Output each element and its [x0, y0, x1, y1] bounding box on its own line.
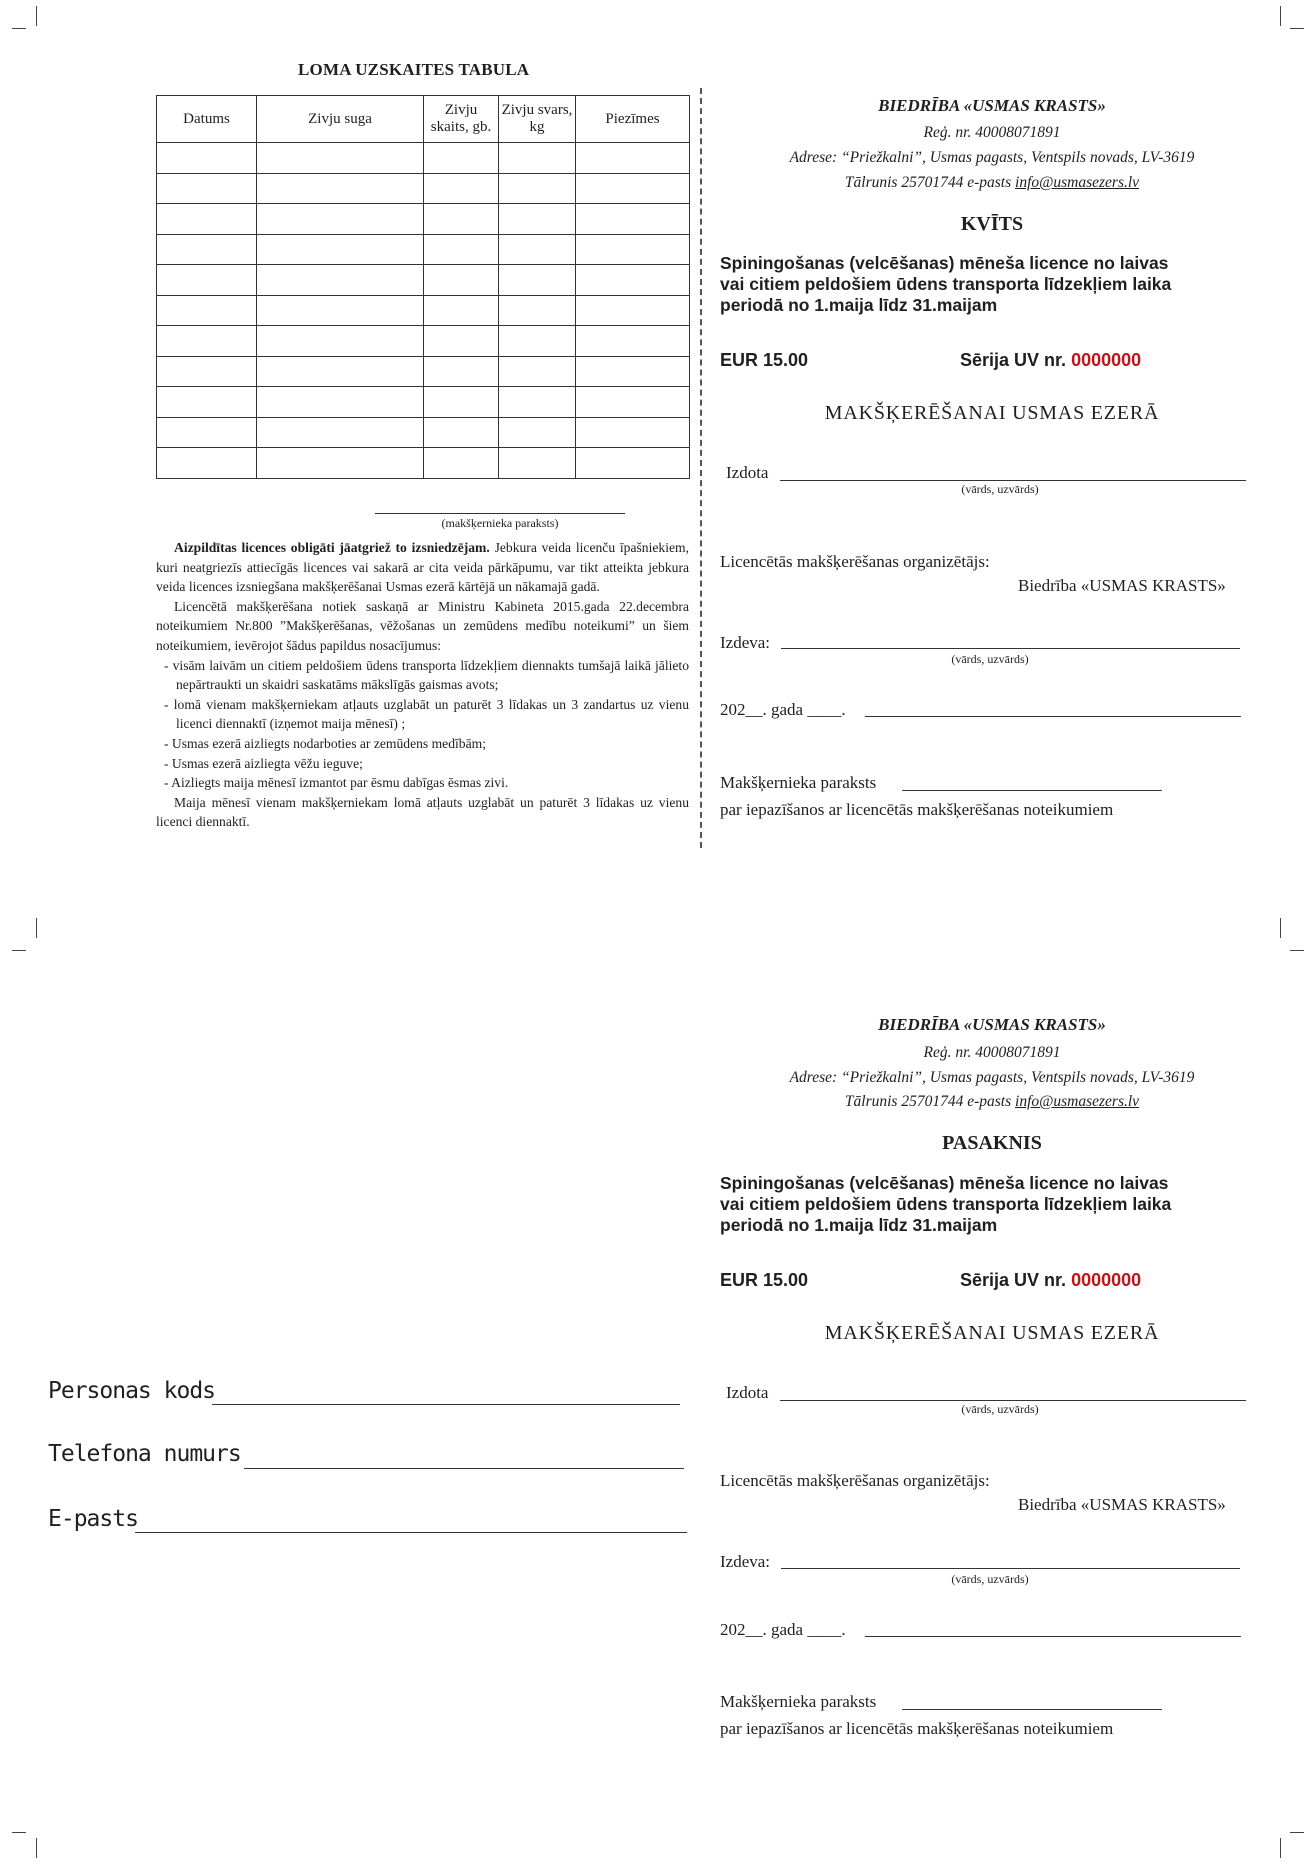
table-row	[157, 265, 690, 296]
table-cell[interactable]	[157, 326, 257, 357]
table-cell[interactable]	[424, 295, 499, 326]
table-cell[interactable]	[157, 204, 257, 235]
table-cell[interactable]	[499, 326, 576, 357]
table-row	[157, 326, 690, 357]
crop-mark	[12, 28, 26, 29]
table-row	[157, 295, 690, 326]
table-cell[interactable]	[576, 234, 690, 265]
catch-table-title: LOMA UZSKAITES TABULA	[298, 60, 530, 79]
table-cell[interactable]	[576, 356, 690, 387]
table-cell[interactable]	[576, 295, 690, 326]
table-cell[interactable]	[499, 295, 576, 326]
signature-label: Makšķernieka paraksts	[720, 1692, 877, 1711]
issued-to-label: Izdota	[726, 1383, 769, 1402]
rules-list-item: - Usmas ezerā aizliegts nodarboties ar zemūdens medībām;	[164, 735, 486, 751]
table-cell[interactable]	[257, 234, 424, 265]
table-cell[interactable]	[157, 173, 257, 204]
series-number: 0000000	[1071, 350, 1142, 370]
table-cell[interactable]	[257, 356, 424, 387]
phone-label: Telefona numurs	[48, 1441, 241, 1467]
org-reg-number: Reģ. nr. 40008071891	[923, 1044, 1061, 1061]
table-cell[interactable]	[576, 204, 690, 235]
name-caption: (vārds, uzvārds)	[951, 652, 1029, 666]
crop-mark	[1290, 950, 1304, 951]
table-cell[interactable]	[424, 173, 499, 204]
table-cell[interactable]	[424, 265, 499, 296]
column-header-weight: Zivju svars, kg	[499, 96, 576, 143]
rules-lead-text: Jebkura veida licenču īpašniekiem, kuri neatgriezīs attiecīgās licences vai sakarā ar cita veida pārkāpumu, var tikt atteikta jebkura veida licences izsniegšana makšķerēšanai Usmas ezerā kārtējā un nākamajā gadā.	[156, 540, 689, 595]
license-rules-text	[156, 538, 689, 832]
issuer-line[interactable]	[781, 648, 1240, 649]
signature-label: Makšķernieka paraksts	[720, 773, 877, 792]
table-cell[interactable]	[257, 143, 424, 174]
license-price: EUR 15.00	[720, 350, 809, 370]
column-header-species: Zivju suga	[257, 96, 424, 143]
table-cell[interactable]	[257, 448, 424, 479]
table-cell[interactable]	[257, 326, 424, 357]
signature-line[interactable]	[902, 790, 1162, 791]
table-cell[interactable]	[157, 234, 257, 265]
tear-line	[700, 88, 702, 848]
email-line[interactable]	[135, 1532, 687, 1533]
email-label: E-pasts	[48, 1506, 138, 1532]
angler-signature-line[interactable]	[375, 513, 625, 514]
crop-mark	[1280, 6, 1281, 26]
table-row	[157, 234, 690, 265]
date-line[interactable]	[865, 716, 1241, 717]
table-header-row	[157, 96, 690, 143]
table-cell[interactable]	[499, 417, 576, 448]
table-cell[interactable]	[257, 173, 424, 204]
issued-to-line[interactable]	[780, 480, 1246, 481]
table-row	[157, 356, 690, 387]
crop-mark	[12, 1832, 26, 1833]
org-contacts	[752, 170, 1232, 195]
table-cell[interactable]	[424, 448, 499, 479]
table-cell[interactable]	[499, 143, 576, 174]
rules-list-item: - visām laivām un citiem peldošiem ūdens transporta līdzekļiem diennakts tumšajā laikā jālieto nepārtraukti un skaidri saskatāms mākslīgās gaismas avots;	[164, 657, 689, 693]
acknowledgement-text: par iepazīšanos ar licencētās makšķerēšanas noteikumiem	[720, 800, 1114, 819]
table-row	[157, 143, 690, 174]
column-header-notes: Piezīmes	[576, 96, 690, 143]
table-cell[interactable]	[576, 326, 690, 357]
acknowledgement-text: par iepazīšanos ar licencētās makšķerēšanas noteikumiem	[720, 1719, 1114, 1738]
column-header-count: Zivju skaits, gb.	[424, 96, 499, 143]
table-row	[157, 448, 690, 479]
lake-title: MAKŠĶERĒŠANAI USMAS EZERĀ	[824, 402, 1160, 424]
rules-lead-bold: Aizpildītas licences obligāti jāatgriež to izsniedzējam.	[174, 540, 490, 555]
table-cell[interactable]	[257, 204, 424, 235]
personal-code-label: Personas kods	[48, 1378, 216, 1404]
personal-code-line[interactable]	[212, 1404, 680, 1405]
crop-mark	[1280, 918, 1281, 938]
table-cell[interactable]	[499, 448, 576, 479]
table-cell[interactable]	[424, 326, 499, 357]
rules-closing: Maija mēnesī vienam makšķerniekam lomā atļauts uzglabāt un paturēt 3 līdakas uz vienu licenci diennaktī.	[156, 794, 689, 830]
table-cell[interactable]	[257, 295, 424, 326]
table-cell[interactable]	[576, 265, 690, 296]
org-reg-number: Reģ. nr. 40008071891	[923, 124, 1061, 141]
table-cell[interactable]	[499, 265, 576, 296]
series-number: 0000000	[1071, 1270, 1142, 1290]
table-cell[interactable]	[424, 143, 499, 174]
table-row	[157, 173, 690, 204]
table-cell[interactable]	[157, 387, 257, 418]
table-cell[interactable]	[157, 265, 257, 296]
catch-record-table	[156, 95, 690, 479]
table-cell[interactable]	[157, 448, 257, 479]
org-name: BIEDRĪBA «USMAS KRASTS»	[878, 1015, 1106, 1034]
license-description: Spiningošanas (velcēšanas) mēneša licence no laivas vai citiem peldošiem ūdens transporta līdzekļiem laika periodā no 1.maija līdz 31.maijam	[720, 1173, 1172, 1235]
table-cell[interactable]	[576, 173, 690, 204]
table-cell[interactable]	[499, 204, 576, 235]
table-cell[interactable]	[499, 387, 576, 418]
org-email-link[interactable]: info@usmasezers.lv	[1015, 1093, 1140, 1110]
table-cell[interactable]	[499, 173, 576, 204]
phone-line[interactable]	[244, 1468, 684, 1469]
organizer-label: Licencētās makšķerēšanas organizētājs:	[720, 552, 990, 571]
series-number-field	[960, 1270, 1141, 1291]
crop-mark	[36, 1838, 37, 1858]
date-line[interactable]	[865, 1636, 1241, 1637]
table-cell[interactable]	[576, 387, 690, 418]
issuer-line[interactable]	[781, 1568, 1240, 1569]
crop-mark	[1290, 1832, 1304, 1833]
issued-to-line[interactable]	[780, 1400, 1246, 1401]
table-cell[interactable]	[257, 265, 424, 296]
signature-line[interactable]	[902, 1709, 1162, 1710]
organizer-label: Licencētās makšķerēšanas organizētājs:	[720, 1471, 990, 1490]
crop-mark	[12, 950, 26, 951]
lake-title: MAKŠĶERĒŠANAI USMAS EZERĀ	[824, 1322, 1160, 1344]
table-row	[157, 204, 690, 235]
rules-list-item: - Usmas ezerā aizliegta vēžu ieguve;	[164, 755, 363, 771]
license-price: EUR 15.00	[720, 1270, 809, 1290]
angler-signature-caption: (makšķernieka paraksts)	[441, 516, 559, 530]
table-cell[interactable]	[157, 295, 257, 326]
table-cell[interactable]	[576, 448, 690, 479]
table-cell[interactable]	[576, 417, 690, 448]
table-cell[interactable]	[576, 143, 690, 174]
series-label: Sērija UV nr.	[960, 350, 1067, 370]
rules-paragraph: Licencētā makšķerēšana notiek saskaņā ar Ministru Kabineta 2015.gada 22.decembra noteikumiem Nr.800 ”Makšķerēšanas, vēžošanas un zemūdens medību noteikumi” un šiem noteikumiem, ievērojot šādus papildus nosacījumus:	[156, 598, 689, 653]
table-cell[interactable]	[499, 234, 576, 265]
series-number-field	[960, 350, 1141, 371]
organizer-name: Biedrība «USMAS KRASTS»	[1018, 1495, 1226, 1514]
name-caption: (vārds, uzvārds)	[961, 482, 1039, 496]
issuer-label: Izdeva:	[720, 633, 771, 652]
rules-list-item: - lomā vienam makšķerniekam atļauts uzglabāt un paturēt 3 līdakas un 3 zandartus uz vienu licenci diennaktī (izņemot maija mēnesī) ;	[164, 696, 689, 732]
organizer-name: Biedrība «USMAS KRASTS»	[1018, 576, 1226, 595]
table-cell[interactable]	[424, 417, 499, 448]
org-phone: Tālrunis 25701744 e-pasts	[844, 1093, 1016, 1110]
table-cell[interactable]	[424, 234, 499, 265]
series-label: Sērija UV nr.	[960, 1270, 1067, 1290]
table-cell[interactable]	[257, 417, 424, 448]
org-name: BIEDRĪBA «USMAS KRASTS»	[878, 96, 1106, 115]
column-header-date: Datums	[157, 96, 257, 143]
table-cell[interactable]	[257, 387, 424, 418]
table-row	[157, 387, 690, 418]
crop-mark	[36, 918, 37, 938]
issuer-label: Izdeva:	[720, 1552, 771, 1571]
crop-mark	[1280, 1838, 1281, 1858]
rules-list-item: - Aizliegts maija mēnesī izmantot par ēsmu dabīgas ēsmas zivi.	[164, 775, 509, 791]
table-cell[interactable]	[499, 356, 576, 387]
crop-mark	[36, 6, 37, 26]
date-label: 202__. gada ____.	[720, 1620, 846, 1639]
name-caption: (vārds, uzvārds)	[951, 1572, 1029, 1586]
table-cell[interactable]	[424, 356, 499, 387]
table-cell[interactable]	[424, 387, 499, 418]
document-type: PASAKNIS	[942, 1132, 1042, 1154]
table-cell[interactable]	[157, 143, 257, 174]
document-type: KVĪTS	[960, 213, 1024, 235]
crop-mark	[1290, 28, 1304, 29]
org-email-link[interactable]: info@usmasezers.lv	[1015, 174, 1140, 191]
org-address: Adrese: “Priežkalni”, Usmas pagasts, Ventspils novads, LV-3619	[789, 1069, 1195, 1086]
table-cell[interactable]	[424, 204, 499, 235]
org-address: Adrese: “Priežkalni”, Usmas pagasts, Ventspils novads, LV-3619	[789, 149, 1195, 166]
name-caption: (vārds, uzvārds)	[961, 1402, 1039, 1416]
table-cell[interactable]	[157, 356, 257, 387]
table-row	[157, 417, 690, 448]
license-description: Spiningošanas (velcēšanas) mēneša licence no laivas vai citiem peldošiem ūdens transporta līdzekļiem laika periodā no 1.maija līdz 31.maijam	[720, 253, 1172, 315]
table-cell[interactable]	[157, 417, 257, 448]
org-contacts	[752, 1089, 1232, 1114]
org-phone: Tālrunis 25701744 e-pasts	[844, 174, 1016, 191]
date-label: 202__. gada ____.	[720, 700, 846, 719]
issued-to-label: Izdota	[726, 463, 769, 482]
